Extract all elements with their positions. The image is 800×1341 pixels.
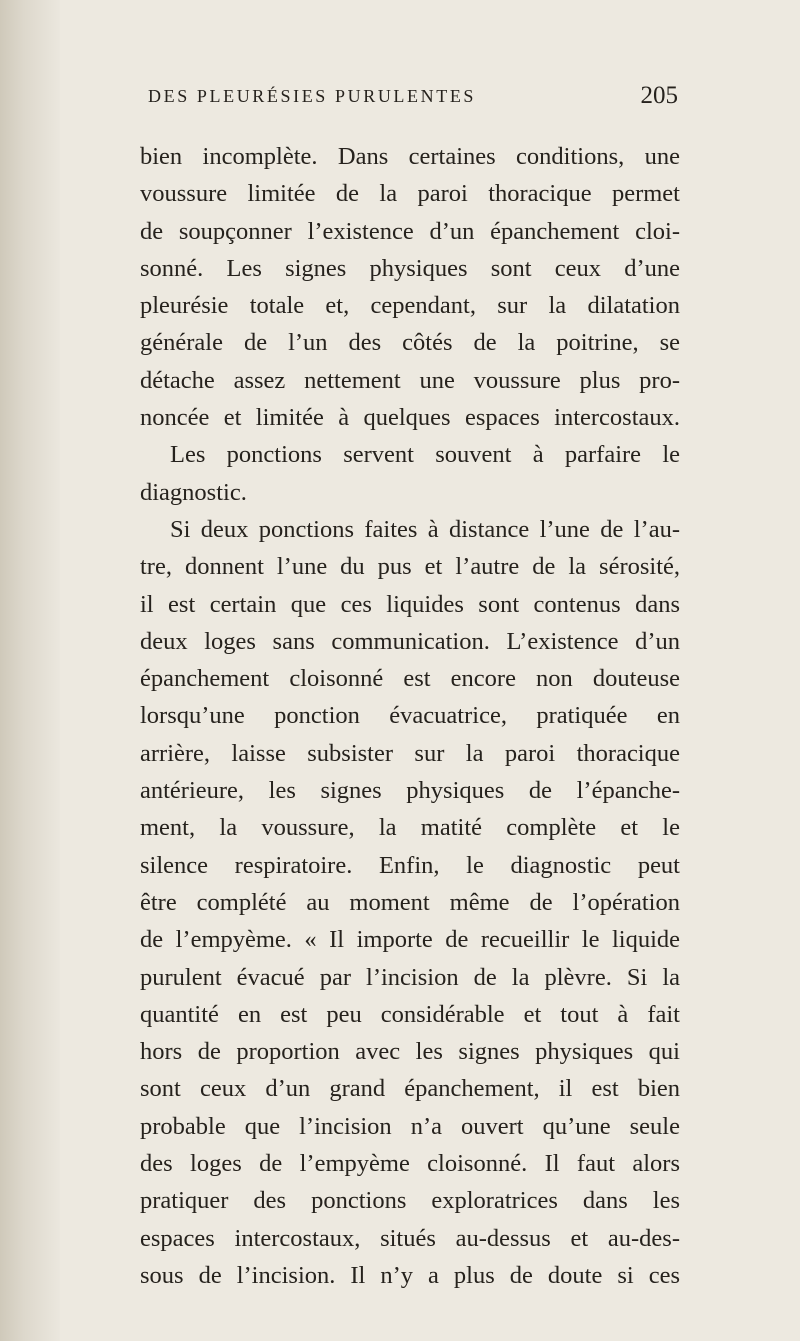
text-line: probable que l’incision n’a ouvert qu’une seule [140, 1112, 680, 1140]
text-line: des loges de l’empyème cloisonné. Il faut alors [140, 1150, 680, 1178]
text-line: détache assez nettement une voussure plus pro- [140, 366, 680, 394]
page-number: 205 [640, 82, 678, 109]
text-line: arrière, laisse subsister sur la paroi thoracique [140, 739, 680, 767]
body-text [140, 138, 680, 1294]
text-line: sous de l’incision. Il n’y a plus de doute si ces [140, 1261, 680, 1289]
text-line: pratiquer des ponctions exploratrices dans les [140, 1187, 680, 1215]
text-line: de soupçonner l’existence d’un épanchement cloi- [140, 217, 680, 245]
running-title: DES PLEURÉSIES PURULENTES [148, 86, 477, 106]
text-line: espaces intercostaux, situés au-dessus et au-des- [140, 1224, 680, 1252]
text-line: antérieure, les signes physiques de l’épanche- [140, 777, 680, 805]
text-line: générale de l’un des côtés de la poitrine, se [140, 329, 680, 357]
text-line: noncée et limitée à quelques espaces intercostaux. [140, 404, 680, 432]
text-line: deux loges sans communication. L’existence d’un [140, 627, 680, 655]
text-line: voussure limitée de la paroi thoracique permet [140, 180, 680, 208]
text-line: épanchement cloisonné est encore non douteuse [140, 665, 680, 693]
text-line: Les ponctions servent souvent à parfaire le [170, 441, 680, 469]
text-line: Si deux ponctions faites à distance l’une de l’au- [170, 515, 680, 543]
text-line: lorsqu’une ponction évacuatrice, pratiquée en [140, 702, 680, 730]
text-line: il est certain que ces liquides sont contenus dans [140, 590, 680, 618]
text-line: bien incomplète. Dans certaines conditions, une [140, 143, 680, 170]
text-line: purulent évacué par l’incision de la plèvre. Si la [140, 963, 680, 991]
text-line: pleurésie totale et, cependant, sur la dilatation [140, 292, 680, 320]
text-line: de l’empyème. « Il importe de recueillir le liquide [140, 926, 680, 954]
text-line: sonné. Les signes physiques sont ceux d’une [140, 254, 680, 282]
text-line: sont ceux d’un grand épanchement, il est bien [140, 1075, 680, 1103]
text-line: être complété au moment même de l’opération [140, 888, 680, 916]
text-line: quantité en est peu considérable et tout à fait [140, 1000, 680, 1028]
text-line: ment, la voussure, la matité complète et le [140, 814, 680, 842]
text-line: silence respiratoire. Enfin, le diagnostic peut [140, 851, 680, 879]
text-line: tre, donnent l’une du pus et l’autre de la sérosité, [140, 553, 680, 581]
text-line: diagnostic. [140, 478, 247, 506]
text-line: hors de proportion avec les signes physiques qui [140, 1038, 680, 1066]
running-head [148, 82, 678, 116]
